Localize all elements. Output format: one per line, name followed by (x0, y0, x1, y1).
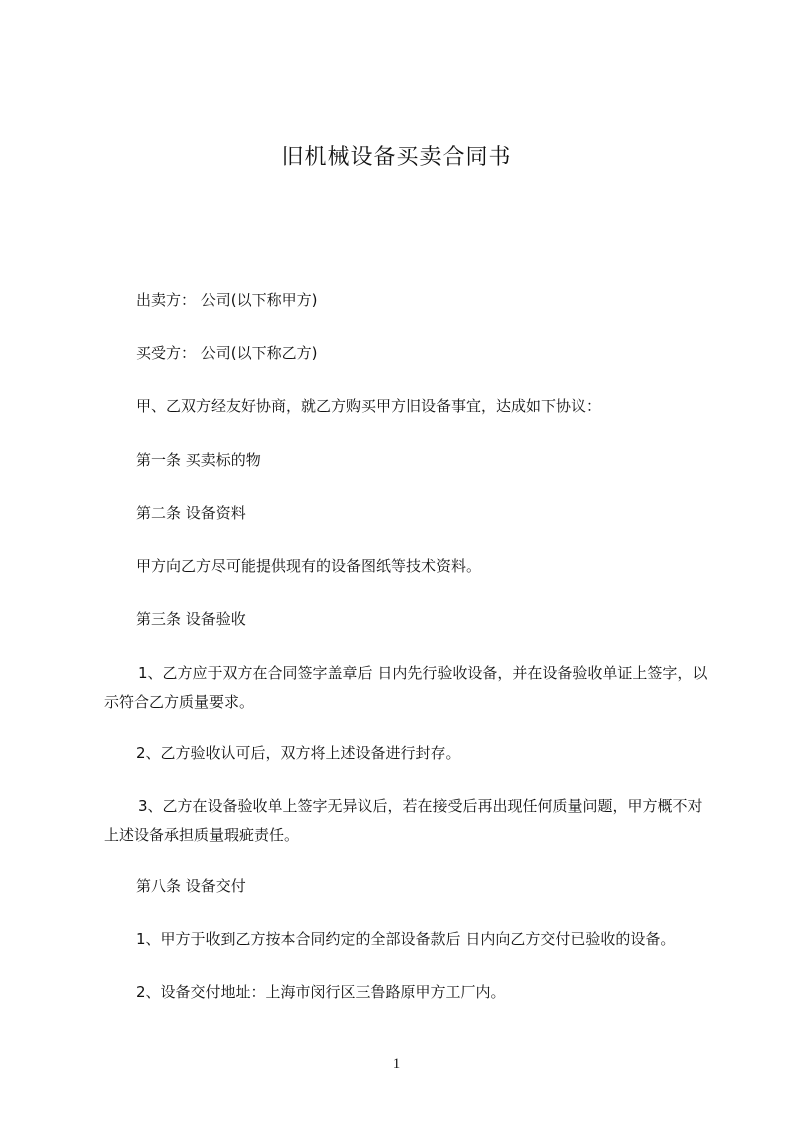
article-3-item-1: 1、乙方应于双方在合同签字盖章后 日内先行验收设备，并在设备验收单证上签字，以示符合乙方质量要求。 (104, 664, 708, 711)
intro-paragraph: 甲、乙双方经友好协商，就乙方购买甲方旧设备事宜，达成如下协议： (136, 397, 602, 415)
article-8-item-2: 2、设备交付地址：上海市闵行区三鲁路原甲方工厂内。 (136, 983, 506, 1001)
article-2-heading: 第二条 设备资料 (136, 504, 246, 522)
article-8-item-1: 1、甲方于收到乙方按本合同约定的全部设备款后 日内向乙方交付已验收的设备。 (136, 930, 676, 948)
seller-clause: 出卖方： 公司(以下称甲方) (136, 291, 318, 309)
article-3-item-2: 2、乙方验收认可后，双方将上述设备进行封存。 (136, 744, 461, 762)
buyer-clause: 买受方： 公司(以下称乙方) (136, 344, 318, 362)
page-number: 1 (392, 1056, 401, 1072)
article-3-heading: 第三条 设备验收 (136, 610, 246, 628)
page-title: 旧机械设备买卖合同书 (281, 145, 512, 170)
article-1-heading: 第一条 买卖标的物 (136, 451, 261, 469)
article-2-body: 甲方向乙方尽可能提供现有的设备图纸等技术资料。 (136, 557, 482, 575)
article-8-heading: 第八条 设备交付 (136, 877, 246, 895)
article-3-item-3: 3、乙方在设备验收单上签字无异议后，若在接受后再出现任何质量问题，甲方概不对上述设备承担质量瑕疵责任。 (104, 797, 703, 844)
